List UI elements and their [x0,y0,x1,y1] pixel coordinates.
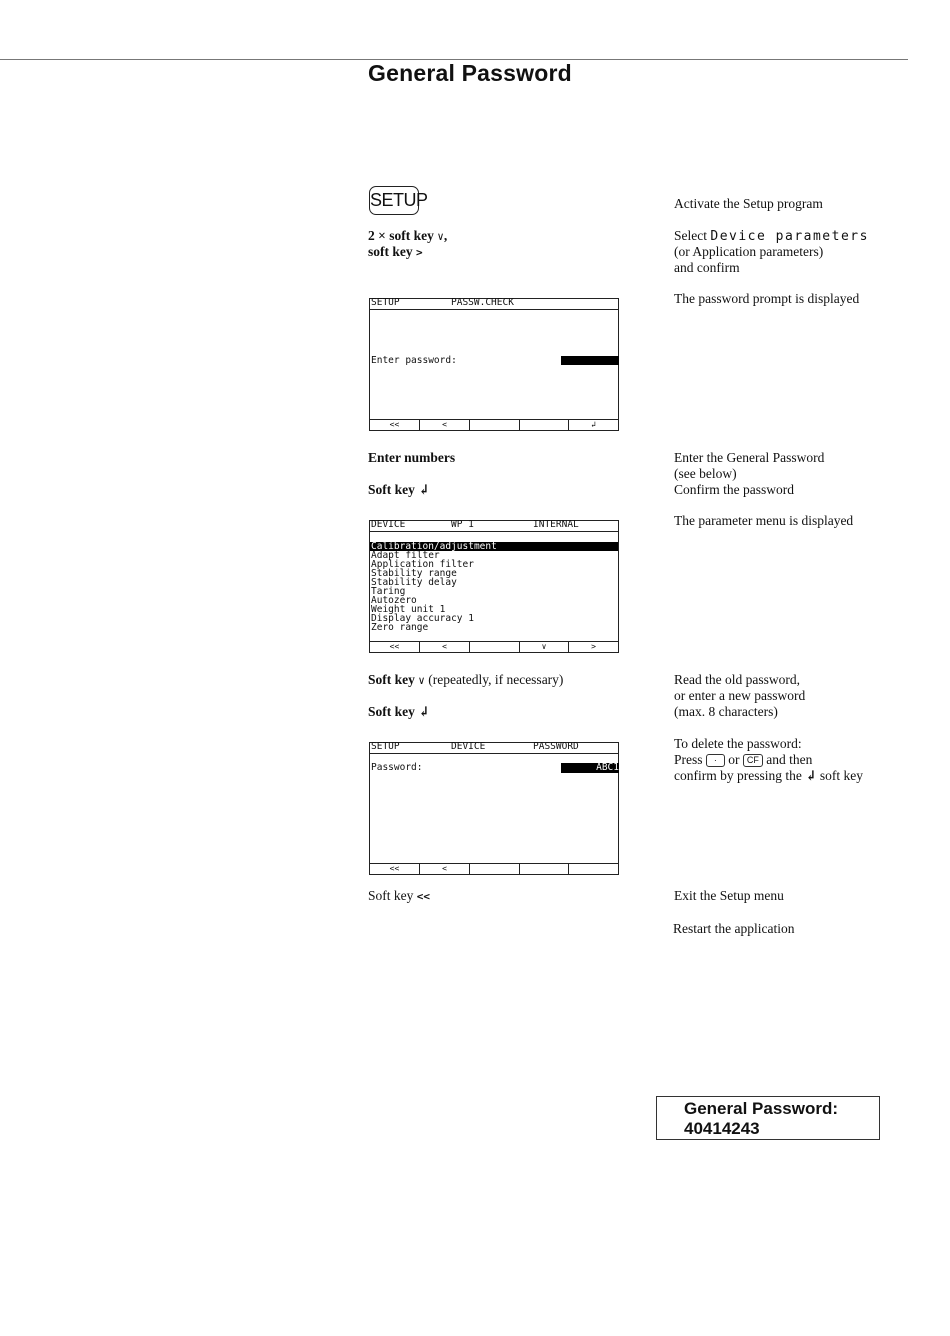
step-softkey-down-twice: 2 × soft key ∨, [368,228,448,243]
softkey-2[interactable]: < [420,864,470,874]
general-password-value: 40414243 [684,1119,760,1138]
menu-item[interactable]: Stability delay [371,577,457,588]
menu-item[interactable]: Zero range [371,622,429,633]
lcd-input-cursor [561,356,619,365]
lcd-password-check-screen [369,298,619,431]
enter-icon: ↲ [418,482,430,497]
step-enter-general-password: Enter the General Password [674,450,825,465]
softkey-2[interactable]: < [420,420,470,430]
softkey-1[interactable]: << [370,864,420,874]
menu-item[interactable]: Weight unit 1 [371,604,446,615]
step-softkey-enter-2: Soft key ↲ [368,704,430,719]
cf-key-icon: CF [743,754,763,767]
step-and-confirm: and confirm [674,260,740,275]
step-confirm-softkey: confirm by pressing the ↲ soft key [674,768,864,783]
right-arrow-icon: > [416,246,423,259]
enter-icon: ↲ [418,704,430,719]
lcd-header: SETUP DEVICE PASSWORD [370,743,618,754]
setup-key-icon: SETUP [369,186,419,215]
lcd-menu-list [370,542,618,632]
step-param-menu-displayed: The parameter menu is displayed [674,513,854,528]
softkey-1[interactable]: << [370,420,420,430]
lcd-password-value[interactable]: ABC1 [561,763,619,773]
lcd-softkey-bar [370,863,618,874]
step-read-old-password: Read the old password, [674,672,800,687]
lcd-header: SETUP PASSW.CHECK [370,299,618,310]
lcd-device-params-menu [369,520,619,653]
down-arrow-icon: ∨ [418,674,425,687]
lcd-password-label: Password: [371,762,423,773]
step-to-delete: To delete the password: [674,736,802,751]
softkey-3[interactable] [470,420,520,430]
step-softkey-exit: Soft key << [368,888,430,903]
general-password-box [656,1096,880,1140]
menu-item[interactable]: Taring [371,586,406,597]
menu-item[interactable]: Display accuracy 1 [371,613,474,624]
step-enter-new-password: or enter a new password [674,688,806,703]
step-activate-setup: Activate the Setup program [674,196,823,211]
lcd-softkey-bar [370,641,618,652]
softkey-1[interactable]: << [370,642,420,652]
softkey-4[interactable] [520,864,569,874]
step-select-device-params: Select Device parameters [674,228,869,244]
menu-item-selected[interactable]: Calibration/adjustment [370,542,618,551]
softkey-3[interactable] [470,864,520,874]
page-title: General Password [368,60,572,86]
step-restart-app: Restart the application [673,921,795,936]
step-softkey-right: soft key > [368,244,423,259]
softkey-5[interactable]: ↲ [591,420,596,429]
menu-item[interactable]: Adapt filter [371,550,440,561]
menu-item[interactable]: Autozero [371,595,417,606]
softkey-4[interactable]: ∨ [520,642,569,652]
softkey-4[interactable] [520,420,569,430]
softkey-5[interactable] [569,864,618,874]
lcd-password-screen [369,742,619,875]
step-softkey-enter: Soft key ↲ [368,482,430,497]
step-exit-setup: Exit the Setup menu [674,888,784,903]
menu-item[interactable]: Application filter [371,559,474,570]
step-max-chars: (max. 8 characters) [674,704,778,719]
step-confirm-password: Confirm the password [674,482,794,497]
softkey-5[interactable]: > [591,642,596,651]
general-password-label: General Password: [684,1099,839,1118]
lcd-softkey-bar [370,419,618,430]
down-arrow-icon: ∨ [437,230,444,243]
softkey-3[interactable] [470,642,520,652]
step-see-below: (see below) [674,466,737,481]
step-or-app-params: (or Application parameters) [674,244,824,259]
lcd-header: DEVICE WP 1 INTERNAL [370,521,618,532]
dot-key-icon: · [706,754,725,767]
step-prompt-displayed: The password prompt is displayed [674,291,860,306]
enter-icon: ↲ [805,768,817,783]
menu-item[interactable]: Stability range [371,568,457,579]
step-enter-numbers: Enter numbers [368,450,456,465]
lcd-prompt: Enter password: [371,355,457,366]
double-left-arrow-icon: << [416,890,430,903]
step-softkey-down-repeat: Soft key ∨ (repeatedly, if necessary) [368,672,564,687]
step-press-keys: Press · or CF and then [674,752,813,767]
softkey-2[interactable]: < [420,642,470,652]
